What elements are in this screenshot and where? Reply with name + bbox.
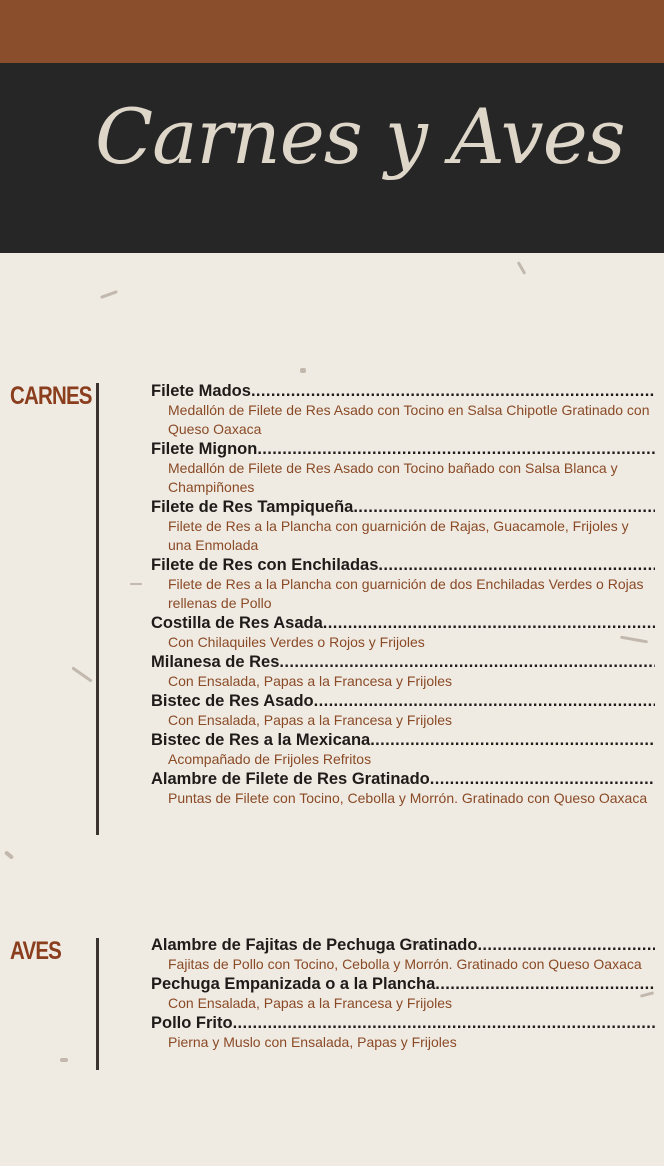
leader-dots	[314, 691, 655, 711]
menu-item	[151, 769, 655, 808]
paper-fleck	[130, 583, 142, 585]
menu-item	[151, 555, 655, 613]
item-description: Acompañado de Frijoles Refritos	[168, 751, 372, 767]
item-description: Medallón de Filete de Res Asado con Tocino bañado con Salsa Blanca y Champiñones	[168, 460, 618, 495]
menu-item	[151, 974, 655, 1013]
menu-item	[151, 730, 655, 769]
menu-item	[151, 1013, 655, 1052]
page-title: Carnes y Aves	[95, 92, 625, 181]
item-description: Con Chilaquiles Verdes o Rojos y Frijoles	[168, 634, 425, 650]
item-name: Filete de Res Tampiqueña	[151, 498, 354, 516]
menu-item	[151, 652, 655, 691]
top-color-band	[0, 0, 664, 63]
leader-dots	[251, 381, 655, 401]
item-description: Con Ensalada, Papas a la Francesa y Frijoles	[168, 712, 453, 728]
item-description: Filete de Res a la Plancha con guarnición de dos Enchiladas Verdes o Rojas rellenas de Pollo	[168, 576, 644, 611]
menu-item	[151, 935, 655, 974]
paper-fleck	[300, 368, 306, 373]
paper-fleck	[71, 666, 92, 682]
leader-dots	[233, 1013, 655, 1033]
leader-dots	[279, 652, 655, 672]
section-label-carnes: CARNES	[10, 382, 92, 410]
item-name: Filete Mados	[151, 382, 251, 400]
item-description: Fajitas de Pollo con Tocino, Cebolla y Morrón. Gratinado con Queso Oaxaca	[168, 956, 642, 972]
item-name: Filete de Res con Enchiladas	[151, 556, 379, 574]
item-name: Bistec de Res a la Mexicana	[151, 731, 371, 749]
leader-dots	[257, 439, 655, 459]
item-name: Alambre de Filete de Res Gratinado	[151, 770, 430, 788]
menu-item	[151, 613, 655, 652]
paper-fleck	[517, 261, 527, 275]
item-name: Pollo Frito	[151, 1014, 233, 1032]
item-description: Con Ensalada, Papas a la Francesa y Frijoles	[168, 995, 453, 1011]
item-description: Medallón de Filete de Res Asado con Tocino en Salsa Chipotle Gratinado con Queso Oaxaca	[168, 402, 650, 437]
menu-item	[151, 439, 655, 497]
leader-dots	[323, 613, 655, 633]
item-name: Filete Mignon	[151, 440, 258, 458]
leader-dots	[353, 497, 655, 517]
item-description: Pierna y Muslo con Ensalada, Papas y Frijoles	[168, 1034, 457, 1050]
item-name: Milanesa de Res	[151, 653, 280, 671]
menu-list-carnes	[151, 381, 655, 808]
item-name: Bistec de Res Asado	[151, 692, 314, 710]
paper-fleck	[60, 1058, 68, 1062]
paper-fleck	[100, 290, 118, 299]
item-description: Filete de Res a la Plancha con guarnición de Rajas, Guacamole, Frijoles y una Enmolada	[168, 518, 629, 553]
menu-item	[151, 497, 655, 555]
leader-dots	[370, 730, 655, 750]
leader-dots	[378, 555, 655, 575]
menu-item	[151, 691, 655, 730]
item-description: Puntas de Filete con Tocino, Cebolla y Morrón. Gratinado con Queso Oaxaca	[168, 790, 648, 806]
leader-dots	[430, 769, 655, 789]
paper-fleck	[4, 850, 14, 859]
item-name: Alambre de Fajitas de Pechuga Gratinado	[151, 936, 478, 954]
item-name: Costilla de Res Asada	[151, 614, 323, 632]
leader-dots	[435, 974, 655, 994]
leader-dots	[477, 935, 655, 955]
section-label-aves: AVES	[10, 937, 62, 965]
menu-item	[151, 381, 655, 439]
section-divider-carnes	[96, 383, 99, 835]
item-description: Con Ensalada, Papas a la Francesa y Frijoles	[168, 673, 453, 689]
menu-list-aves	[151, 935, 655, 1052]
item-name: Pechuga Empanizada o a la Plancha	[151, 975, 436, 993]
section-divider-aves	[96, 938, 99, 1070]
